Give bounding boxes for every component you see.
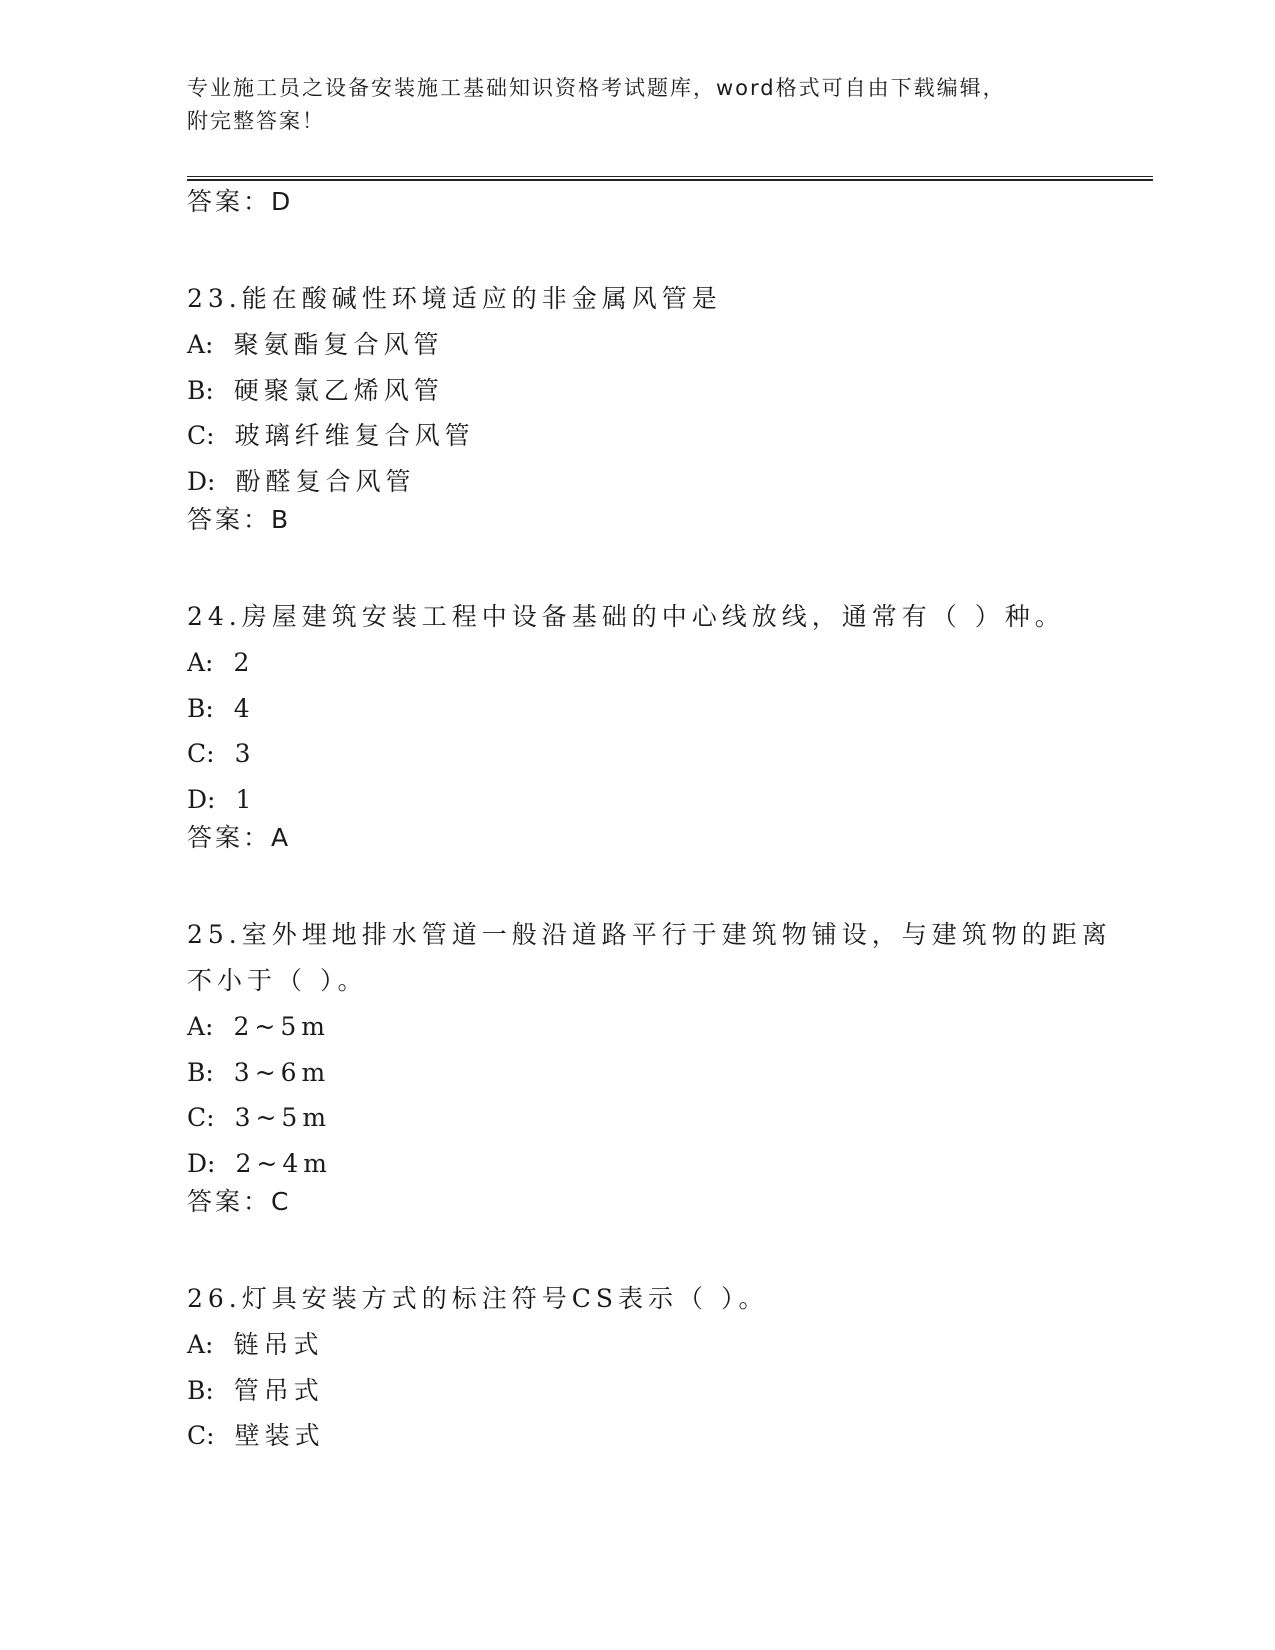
option-key: C: bbox=[187, 1103, 215, 1132]
header-divider-thin bbox=[187, 176, 1153, 177]
option-text: 3 bbox=[234, 739, 256, 768]
answer-option bbox=[187, 322, 1107, 368]
answer-option bbox=[187, 368, 1107, 414]
answer-line bbox=[187, 186, 1107, 218]
option-text: 管吊式 bbox=[233, 1375, 324, 1405]
option-text: 2~4m bbox=[235, 1148, 332, 1178]
answer-option bbox=[187, 459, 1107, 505]
question-stem-line: 25.室外埋地排水管道一般沿道路平行于建筑物铺设，与建筑物的距离 bbox=[187, 920, 1112, 949]
answer-label: 答案： bbox=[187, 187, 272, 216]
option-key: B: bbox=[187, 693, 214, 723]
option-key: B: bbox=[187, 375, 214, 405]
answer-option bbox=[187, 1141, 1107, 1187]
option-text: 2~5m bbox=[233, 1012, 330, 1041]
question-stem bbox=[187, 594, 1107, 640]
answer-value: A bbox=[271, 823, 291, 852]
question-stem-line: 24.房屋建筑安装工程中设备基础的中心线放线，通常有（ ）种。 bbox=[187, 602, 1065, 631]
question-stem-line: 26.灯具安装方式的标注符号CS表示（ ）。 bbox=[187, 1284, 769, 1313]
option-text: 1 bbox=[235, 784, 257, 814]
question-stem bbox=[187, 1276, 1107, 1322]
option-key: B: bbox=[187, 1057, 214, 1087]
answer-option bbox=[187, 1413, 1107, 1459]
answer-line bbox=[187, 504, 1107, 536]
option-key: C: bbox=[187, 739, 215, 768]
header-divider-thick bbox=[187, 179, 1153, 181]
answer-option bbox=[187, 686, 1107, 732]
option-text: 聚氨酯复合风管 bbox=[233, 330, 444, 359]
answer-option bbox=[187, 1322, 1107, 1368]
answer-option bbox=[187, 777, 1107, 823]
answer-line bbox=[187, 1186, 1107, 1218]
option-key: A: bbox=[187, 1012, 214, 1041]
option-text: 玻璃纤维复合风管 bbox=[234, 421, 475, 450]
question-item bbox=[187, 594, 1107, 854]
option-text: 3~6m bbox=[233, 1057, 331, 1087]
question-item bbox=[187, 276, 1107, 536]
answer-option bbox=[187, 640, 1107, 686]
answer-value: B bbox=[271, 505, 291, 534]
option-key: D: bbox=[187, 1148, 216, 1178]
answer-line bbox=[187, 822, 1107, 854]
answer-option bbox=[187, 1004, 1107, 1050]
option-text: 4 bbox=[233, 693, 255, 723]
answer-value: C bbox=[271, 1187, 291, 1216]
question-stem bbox=[187, 912, 1112, 1004]
question-stem-line: 23.能在酸碱性环境适应的非金属风管是 bbox=[187, 284, 722, 313]
answer-option bbox=[187, 731, 1107, 777]
answer-option bbox=[187, 1050, 1107, 1096]
option-key: D: bbox=[187, 784, 216, 814]
option-key: A: bbox=[187, 648, 214, 677]
question-stem bbox=[187, 276, 1107, 322]
answer-label: 答案： bbox=[187, 505, 272, 534]
document-header bbox=[187, 72, 1087, 138]
question-item bbox=[187, 912, 1112, 1218]
option-key: A: bbox=[187, 330, 214, 359]
question-item bbox=[187, 1276, 1107, 1459]
questions-container bbox=[187, 276, 1112, 1459]
question-stem-line: 不小于（ ）。 bbox=[187, 966, 368, 995]
answer-option bbox=[187, 413, 1107, 459]
answer-value: D bbox=[271, 187, 293, 216]
option-key: B: bbox=[187, 1375, 214, 1405]
option-text: 链吊式 bbox=[233, 1330, 324, 1359]
option-text: 壁装式 bbox=[234, 1421, 325, 1450]
answer-option bbox=[187, 1368, 1107, 1414]
option-text: 3~5m bbox=[234, 1103, 332, 1132]
answer-label: 答案： bbox=[187, 1187, 272, 1216]
answer-label: 答案： bbox=[187, 823, 272, 852]
option-text: 酚醛复合风管 bbox=[235, 466, 416, 496]
option-key: C: bbox=[187, 1421, 215, 1450]
question-list bbox=[187, 186, 1112, 1459]
option-text: 硬聚氯乙烯风管 bbox=[233, 375, 444, 405]
answer-option bbox=[187, 1095, 1107, 1141]
option-key: A: bbox=[187, 1330, 214, 1359]
header-line-2: 附完整答案！ bbox=[187, 109, 325, 133]
option-key: C: bbox=[187, 421, 215, 450]
option-text: 2 bbox=[233, 648, 255, 677]
header-line-1: 专业施工员之设备安装施工基础知识资格考试题库，word格式可自由下载编辑， bbox=[187, 76, 1006, 100]
option-key: D: bbox=[187, 466, 216, 496]
